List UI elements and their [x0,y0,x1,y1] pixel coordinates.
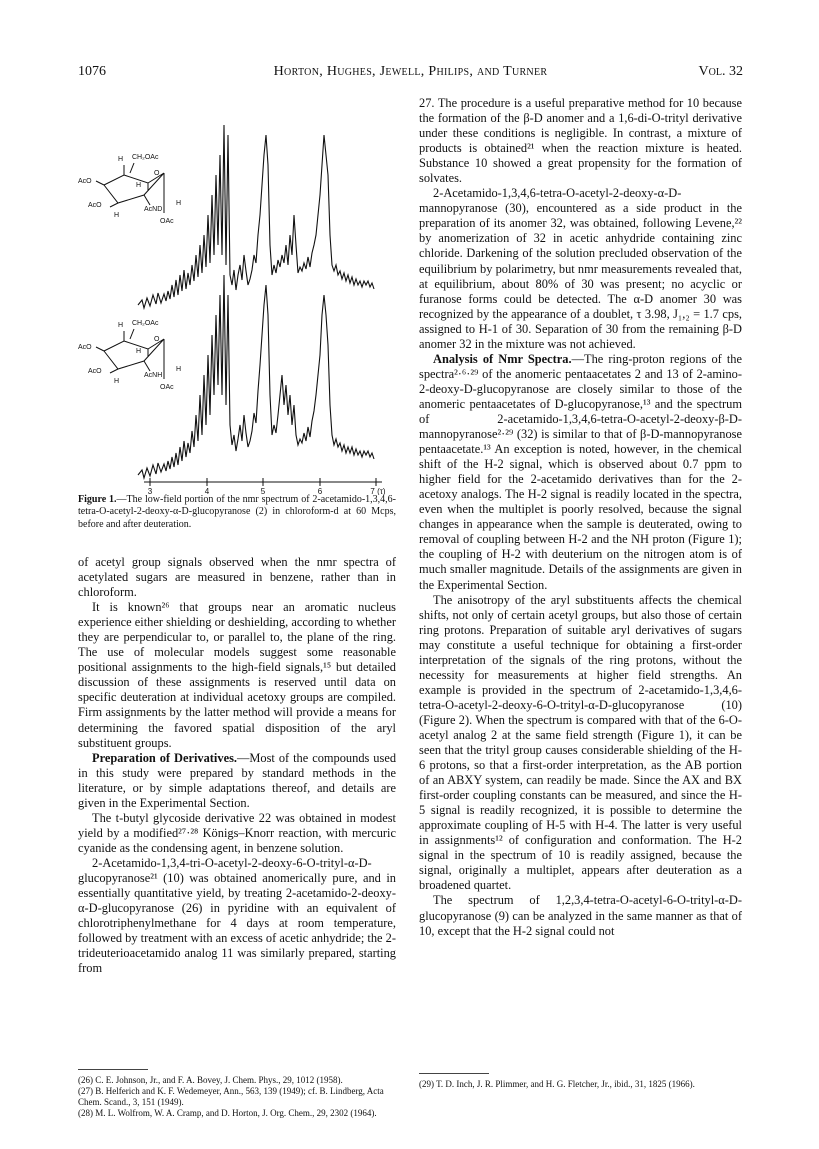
caption-label: Figure 1. [78,494,117,505]
left-paragraph-4: The t-butyl glycoside derivative 22 was obtained in modest yield by a modified²⁷·²⁸ Königs–Knorr reaction, with mercuric cyanide as the condensing agent, in benzene solution. [78,810,396,855]
figure-1 [78,95,398,495]
caption-text: —The low-field portion of the nmr spectrum of 2-acetamido-1,3,4,6-tetra-O-acetyl-2-deoxy-α-D-glucopyranose (2) in chloroform-d at 60 Mcps, before and after deuteration. [78,494,396,530]
section-heading-preparation: Preparation of Derivatives. [92,750,237,765]
s2-h3: H [114,378,120,385]
right-paragraph-3 [419,352,742,593]
right-paragraph-4: The anisotropy of the aryl substituents affects the chemical shifts, not only of certain acetyl groups, but also those of certain ring protons. Preparation of suitable aryl derivatives of sugars may constitute a useful technique for obtaining a first-order interpretation of the signals of the ring protons, without the necessity for measurements at higher field strengths. An example is provided in the spectrum of 2-acetamido-1,3,4,6-tetra-O-acetyl-2-deoxy-6-O-trityl-α-D-glucopyranose (10) (Figure 2). When the spectrum is compared with that of the 6-O-acetyl analog 2 at the same field strength (Figure 1), it can be seen that the trityl group causes considerable shielding of the H-6 protons, so that a first-order interpretation, as the AB portion of an ABXY system, can readily be made. Since the AX and BX first-order coupling constants can be measured, and since the H-5 signal is readily recognized, it is possible to determine the approximate coupling of H-5 with H-4. The latter is very useful in assignments¹² of configuration and conformation. The H-2 signal in the spectrum of 10 is readily assigned, because the signal, originally a multiplet, appears after deuteration as a broadened quartet. [419,592,742,893]
s1-ring-o: O [154,170,160,177]
s2-ring-h: H [136,348,142,355]
left-paragraph-1: of acetyl group signals observed when the nmr spectra of acetylated sugars are measured in benzene, rather than in chloroform. [78,555,396,600]
footnote-28: (28) M. L. Wolfrom, W. A. Cramp, and D. Horton, J. Org. Chem., 29, 2302 (1964). [78,1108,377,1118]
s1-acnd: AcND [144,206,163,213]
volume-label: Vol. 32 [698,64,743,79]
footnote-29: (29) T. D. Inch, J. R. Plimmer, and H. G. Fletcher, Jr., ibid., 31, 1825 (1966). [419,1079,695,1089]
tick-label-3: 3 [147,487,153,495]
tick-label-5: 5 [260,487,266,495]
s2-oac: OAc [160,384,174,391]
footnote-rule-right [419,1073,489,1074]
s1-h2: H [176,200,182,207]
section-heading-nmr: Analysis of Nmr Spectra. [433,351,572,366]
s2-h: H [118,322,124,329]
left-paragraph-2: It is known²⁶ that groups near an aromatic nucleus experience either shielding or deshielding, according to whether they are perpendicular to, or parallel to, the plane of the ring. The use of molecular models suggest some reasonable positional assignments to the high-field signals,¹⁵ but detailed discussion of these assignments is reserved until data on specific deuteration at individual acetoxy groups are compiled. Firm assignments by the latter method will provide a means for determining the favored spatial disposition of the aryl substituent groups. [78,600,396,750]
footnote-27: (27) B. Helferich and K. F. Wedemeyer, Ann., 563, 139 (1949); cf. B. Lindberg, Acta Chem. Scand., 3, 151 (1949). [78,1086,384,1107]
s2-ch2oac: CH₂OAc [132,320,159,327]
s1-oac: OAc [160,218,174,225]
structure-deuterated [78,154,181,225]
figure-1-caption [78,494,396,531]
s2-aco-2: AcO [88,368,102,375]
tick-label-7: 7 (τ) [370,487,386,495]
tick-label-4: 4 [204,487,210,495]
structure-protio [78,320,181,391]
s1-ring-h: H [136,182,142,189]
spectrum-trace-deuterated [138,125,374,308]
footnotes-left [78,1075,398,1119]
left-paragraph-3 [78,751,396,811]
right-paragraph-1: 27. The procedure is a useful preparative method for 10 because the formation of the β-D anomer and a 1,6-di-O-trityl derivative under these conditions is negligible. In contrast, a mixture of products is obtained²¹ when the reaction mixture is heated. Substance 10 showed a great propensity for the formation of solvates. [419,96,742,186]
spectrum-trace-protio [138,275,374,478]
running-header [78,64,743,84]
s2-aco-1: AcO [78,344,92,351]
footnote-rule-left [78,1069,148,1070]
s1-aco-2: AcO [88,202,102,209]
right-paragraph-3-text: —The ring-proton regions of the spectra²·⁶·²⁹ of the anomeric pentaacetates 2 and 13 of 2-amino-2-deoxy-D-glucopyranose are closely similar to those of the anomeric pentaacetates of D-glucopyranose,¹³ and the spectrum of 2-acetamido-1,3,4,6-tetra-O-acetyl-2-deoxy-β-D-mannopyranose²·²⁹ (32) is similar to that of β-D-mannopyranose pentaacetate.¹³ An exception is noted, however, in the chemical shift of the H-2 signal, which is observed about 0.7 ppm to higher field for the 2-acetamido derivatives than for the 2-acetoxy analogs. The H-2 signal is readily located in the spectra, even when the multiplet is poorly resolved, because the signal changes in appearance when the sample is deuterated, owing to removal of coupling between H-2 and the NH proton (Figure 1); the coupling of H-2 with deuterium on the nitrogen atom is of much smaller magnitude. Details of the assignments are given in the Experimental Section. [419,351,742,592]
s1-ch2oac: CH₂OAc [132,154,159,161]
left-paragraph-3-text: —Most of the compounds used in this study were prepared by standard methods in the literature, or by simple adaptations thereof, and details are given in the Experimental Section. [78,750,397,810]
s2-h2: H [176,366,182,373]
footnotes-right [419,1079,741,1090]
running-title: Horton, Hughes, Jewell, Philips, and Turner [273,64,548,79]
s1-h3: H [114,212,120,219]
tick-label-6: 6 [317,487,323,495]
footnote-26: (26) C. E. Johnson, Jr., and F. A. Bovey, J. Chem. Phys., 29, 1012 (1958). [78,1075,343,1085]
page-number: 1076 [78,64,106,79]
left-column [78,555,396,976]
s1-aco-1: AcO [78,178,92,185]
right-column [419,96,742,939]
s1-h: H [118,156,124,163]
s2-ring-o: O [154,336,160,343]
nmr-spectrum-plot [78,95,398,495]
right-paragraph-2: 2-Acetamido-1,3,4,6-tetra-O-acetyl-2-deoxy-α-D-mannopyranose (30), encountered as a side product in the preparation of its anomer 32, was obtained, following Levene,²² by anomerization of 32 in acetic anhydride containing zinc chloride. Darkening of the solution precluded observation of the equilibrium by polarimetry, but nmr measurements revealed that, at equilibrium, about 80% of 30 was present; no acyclic or furanose forms could be detected. The α-D anomer 30 was recognized by the appearance of a doublet, τ 3.98, J₁,₂ = 1.7 cps, assigned to H-1 of 30. Separation of 30 from the remaining β-D anomer 32 in the mixture was not achieved. [419,186,742,351]
left-paragraph-5: 2-Acetamido-1,3,4-tri-O-acetyl-2-deoxy-6-O-trityl-α-D-glucopyranose²¹ (10) was obtained anomerically pure, and in essentially quantitative yield, by treating 2-acetamido-2-deoxy-α-D-glucopyranose (26) in pyridine with an equivalent of chlorotriphenylmethane for 4 days at room temperature, followed by treatment with an excess of acetic anhydride; the 2-trideuterioacetamido analog 11 was similarly prepared, starting from [78,855,396,976]
s2-acnh: AcNH [144,372,163,379]
right-paragraph-5: The spectrum of 1,2,3,4-tetra-O-acetyl-6-O-trityl-α-D-glucopyranose (9) can be analyzed in the same manner as that of 10, except that the H-2 signal could not [419,893,742,938]
